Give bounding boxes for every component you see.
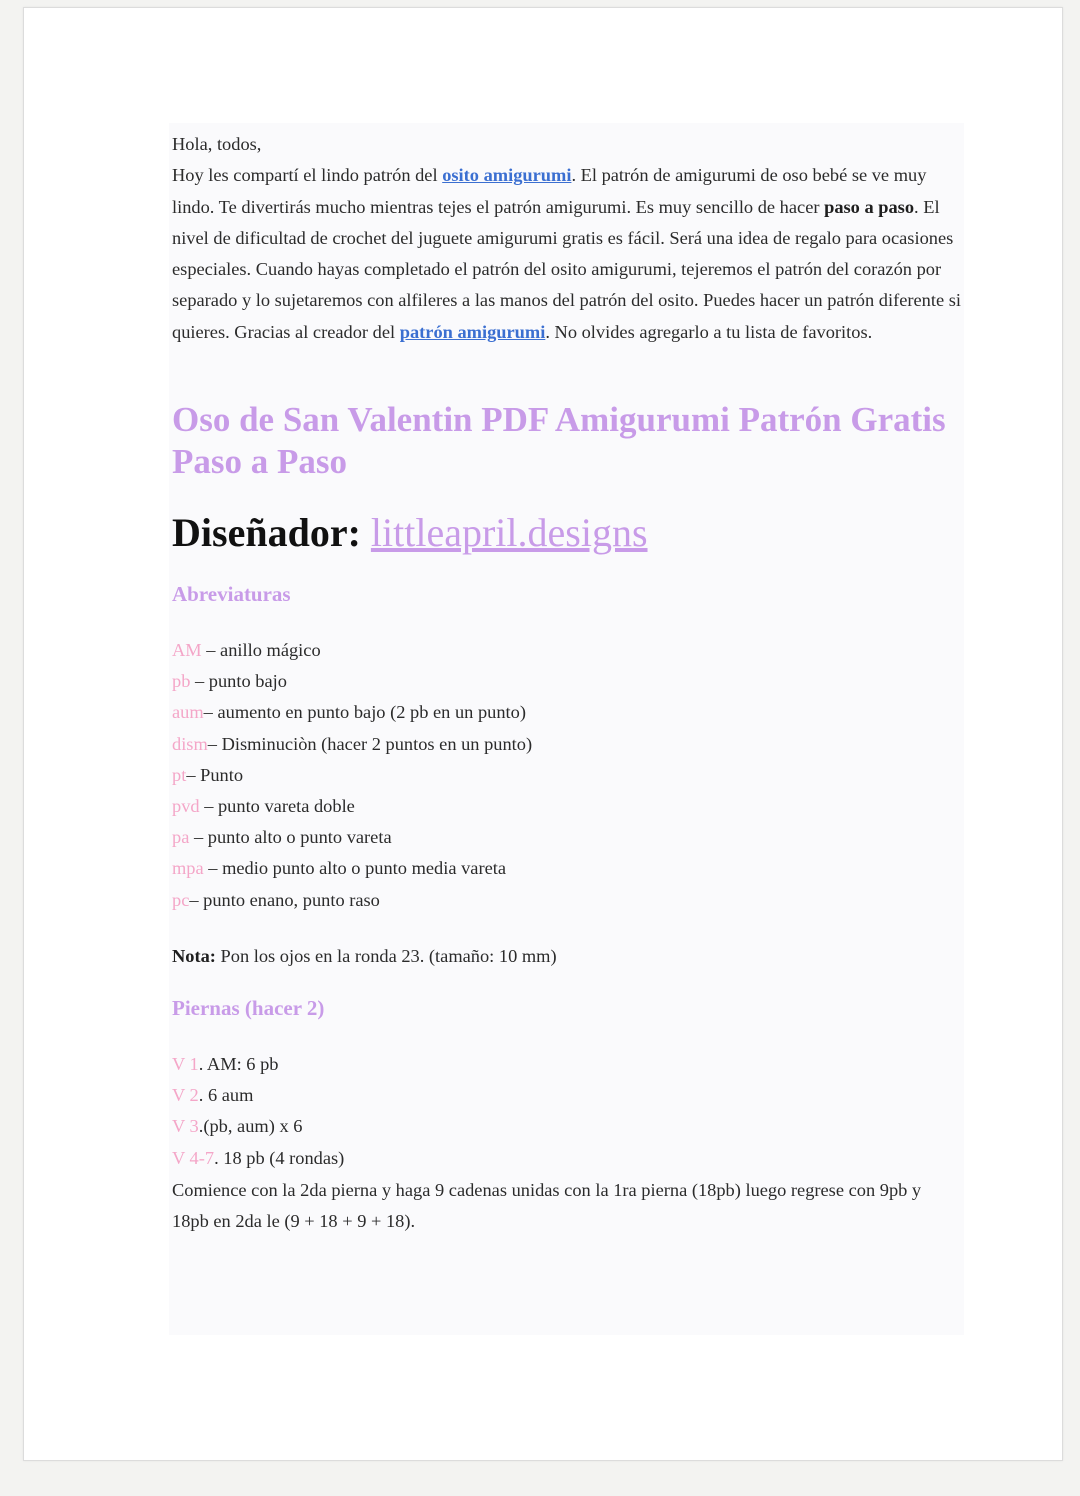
list-item	[172, 885, 532, 916]
abbreviation-code: dism	[172, 733, 208, 754]
abbreviation-code: pc	[172, 889, 190, 910]
abbreviation-desc: – aumento en punto bajo (2 pb en un punto)	[203, 702, 526, 723]
round-text: . 6 aum	[198, 1085, 254, 1106]
abbreviation-desc: – medio punto alto o punto media vareta	[203, 858, 507, 879]
round-text: . 18 pb (4 rondas)	[214, 1147, 345, 1168]
intro-paragraph	[172, 129, 962, 348]
round-text: . AM: 6 pb	[198, 1054, 279, 1074]
abbreviation-code: mpa	[172, 858, 204, 879]
list-item	[172, 697, 532, 728]
list-item	[172, 1049, 344, 1080]
abbreviations-list	[172, 635, 532, 916]
abbreviation-code: aum	[172, 702, 204, 723]
list-item	[172, 791, 532, 822]
list-item	[172, 1111, 344, 1142]
abbreviation-code: pt	[172, 764, 187, 785]
abbreviation-desc: – punto alto o punto vareta	[189, 827, 392, 848]
document-page	[23, 7, 1063, 1461]
abbreviation-desc: – punto enano, punto raso	[189, 889, 380, 910]
abbreviation-desc: – anillo mágico	[201, 640, 321, 660]
legs-rounds-list	[172, 1049, 344, 1174]
designer-link[interactable]: littleapril.designs	[370, 510, 648, 555]
abbreviation-desc: – Disminuciòn (hacer 2 puntos en un punto)	[207, 733, 533, 754]
intro-text-2: . El patrón de amigurumi de oso bebé se ve muy lindo. Te divertirás mucho mientras tejes el patrón amigurumi. Es muy sencillo de hacer	[172, 165, 927, 217]
abbreviation-code: pvd	[172, 796, 200, 817]
round-label: V 4-7	[172, 1147, 215, 1168]
note-text: Pon los ojos en la ronda 23. (tamaño: 10 mm)	[215, 946, 557, 966]
page-title: Oso de San Valentin PDF Amigurumi Patrón Gratis Paso a Paso	[172, 400, 946, 481]
round-label: V 3	[172, 1116, 199, 1137]
list-item	[172, 1143, 344, 1174]
designer-label: Diseñador:	[172, 510, 361, 555]
abbreviation-code: AM	[172, 640, 202, 660]
osito-amigurumi-link[interactable]: osito amigurumi	[442, 165, 572, 186]
intro-text-4: . No olvides agregarlo a tu lista de favoritos.	[545, 321, 873, 342]
legs-heading: Piernas (hacer 2)	[172, 996, 325, 1020]
article-content	[169, 123, 964, 1335]
list-item	[172, 760, 532, 791]
legs-instructions: Comience con la 2da pierna y haga 9 cadenas unidas con la 1ra pierna (18pb) luego regrese con 9pb y 18pb en 2da le (9 + 18 + 9 + 18).	[172, 1180, 922, 1232]
note-label: Nota:	[172, 946, 216, 966]
round-label: V 2	[172, 1085, 199, 1106]
patron-amigurumi-link[interactable]: patrón amigurumi	[399, 321, 546, 342]
paso-a-paso-bold: paso a paso	[824, 196, 915, 217]
list-item	[172, 729, 532, 760]
abbreviation-desc: – punto vareta doble	[199, 796, 355, 817]
abbreviation-desc: – punto bajo	[190, 671, 287, 692]
list-item	[172, 1080, 344, 1111]
list-item	[172, 635, 532, 666]
intro-text-1: Hoy les compartí el lindo patrón del	[172, 165, 443, 186]
abbreviation-code: pa	[172, 827, 190, 848]
eyes-note	[172, 941, 557, 971]
abbreviation-code: pb	[172, 671, 191, 692]
intro-text-3: . El nivel de dificultad de crochet del juguete amigurumi gratis es fácil. Será una idea de regalo para ocasiones especiales. Cuando hayas completado el patrón del osito amigurumi, tejeremos el patrón del corazón por separado y lo sujetaremos con alfileres a las manos del patrón del osito. Puedes hacer un patrón diferente si quieres. Gracias al creador del	[172, 196, 962, 342]
greeting-text: Hola, todos,	[172, 134, 262, 154]
list-item	[172, 822, 532, 853]
abbreviation-desc: – Punto	[186, 764, 244, 785]
abbreviations-heading: Abreviaturas	[172, 582, 291, 606]
round-label: V 1	[172, 1054, 199, 1074]
list-item	[172, 666, 532, 697]
round-text: .(pb, aum) x 6	[198, 1116, 303, 1137]
list-item	[172, 853, 532, 884]
designer-heading	[172, 509, 648, 557]
